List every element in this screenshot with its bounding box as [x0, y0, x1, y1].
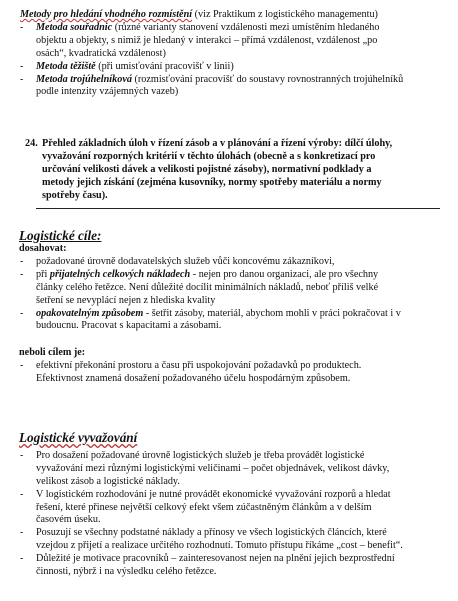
list-item — [0, 22, 458, 61]
methods-section — [0, 9, 458, 99]
question-line: spotřeby času). — [42, 189, 108, 201]
method-text: objektu a objekty, s nimiž je hledaný v interakci – přímá vzdálenost, vzdálenost „po — [36, 34, 378, 46]
method-text: (při umisťování pracovišť v linii) — [95, 60, 234, 72]
list-item: - při přijatelných celkových nákladech - nejen pro danou organizaci, ale pro všechny články celého řetězce. Není důležité docílit minimálních nákladů, neboť příliš velké šetření se nevyplácí nejen z hlediska kvality — [20, 268, 379, 306]
question-line: metody jejich získání (zejména kusovníky, normy spotřeby materiálu a normy — [42, 176, 382, 188]
question-line: vyvažování rozporných kritérií v těchto úlohách (obecně a s konkretizací pro — [42, 150, 376, 162]
goal-term: opakovatelným způsobem — [36, 307, 144, 319]
list-item: - Důležité je motivace pracovníků – zainteresovanost nejen na plnění jejich bezprostřední činnosti, nýbrž i na výsledku celého řetězce. — [20, 553, 395, 578]
section-heading: Logistické cíle: — [19, 228, 102, 243]
achieve-label: dosahovat: — [19, 243, 67, 254]
methods-title-note: (viz Praktikum z logistického managementu) — [192, 9, 378, 20]
method-term: Metoda souřadnic — [36, 21, 113, 33]
bullet-dash: - — [20, 21, 24, 33]
method-text: (různé varianty stanovení vzdálenosti mezi umístěním hledaného — [112, 21, 380, 33]
list-item: - efektivní překonání prostoru a času při uspokojování požadavků po produktech. Efektivnost znamená dosažení požadovaného účelu hospodárným způsobem. — [20, 360, 362, 385]
methods-title: Metody pro hledání vhodného rozmístění — [20, 9, 193, 20]
bullet-dash: - — [20, 449, 24, 461]
question-line: 24. Přehled základních úloh v řízení zásob a v plánování a řízení výroby: dílčí úlohy, — [25, 138, 393, 149]
goal-label: neboli cílem je: — [19, 347, 86, 359]
list-item — [0, 61, 458, 74]
method-term: Metoda těžiště — [36, 60, 96, 72]
logistic-balancing-section — [0, 430, 458, 579]
list-item: - Posuzují se všechny podstatné náklady a přínosy ve všech logistických článcích, které vzejdou z přijetí a realizace určitého rozhodnutí. Tomuto přístupu říkáme „cost – benefit“. — [20, 527, 403, 552]
method-text: podle intenzity vzájemných vazeb) — [36, 86, 179, 98]
section-heading-line — [0, 430, 458, 447]
bullet-dash: - — [20, 60, 24, 72]
method-text: (rozmisťování pracovišť do soustavy rovnostranných trojúhelníků — [131, 73, 404, 85]
list-item: - požadované úrovně dodavatelských služeb vůči koncovému zákazníkovi, — [20, 255, 335, 267]
bullet-dash: - — [20, 73, 24, 85]
bullet-dash: - — [20, 360, 24, 372]
bullet-dash: - — [20, 255, 24, 267]
bullet-dash: - — [20, 488, 24, 500]
logistic-goals-section — [0, 228, 458, 386]
method-text: osách“, kvadratická vzdálenost) — [36, 47, 166, 59]
goal-term: přijatelných celkových nákladech — [49, 268, 191, 280]
question-number: 24. — [25, 138, 38, 149]
methods-title-line — [0, 9, 458, 22]
question-24 — [0, 138, 458, 203]
bullet-dash: - — [20, 307, 24, 319]
divider — [36, 208, 440, 209]
bullet-dash: - — [20, 553, 24, 565]
list-item: - Pro dosažení požadované úrovně logistických služeb je třeba provádět logistické vyvažování mezi různými logistickými veličinami – počet objednávek, velikost dávky, velikost zásob a logistické náklady. — [20, 449, 390, 487]
question-line: určování velikosti dávek a velikosti pojistné zásoby), normativní podklady a — [42, 163, 372, 175]
bullet-dash: - — [20, 527, 24, 539]
list-item: - V logistickém rozhodování je nutné provádět ekonomické vyvažování rozporů a hledat řešení, které přinese největší celkový efekt všem zúčastněným článkům a v delším časovém úseku. — [20, 488, 391, 526]
list-item — [0, 74, 458, 100]
bullet-dash: - — [20, 268, 24, 280]
method-term: Metoda trojúhelníková — [36, 73, 132, 85]
list-item: - opakovatelným způsobem - šetřit zásoby, materiál, abychom mohli v práci pokračovat i v budoucnu. Pracovat s kapacitami a zásobami. — [20, 307, 401, 332]
section-heading: Logistické vyvažování — [19, 430, 138, 445]
